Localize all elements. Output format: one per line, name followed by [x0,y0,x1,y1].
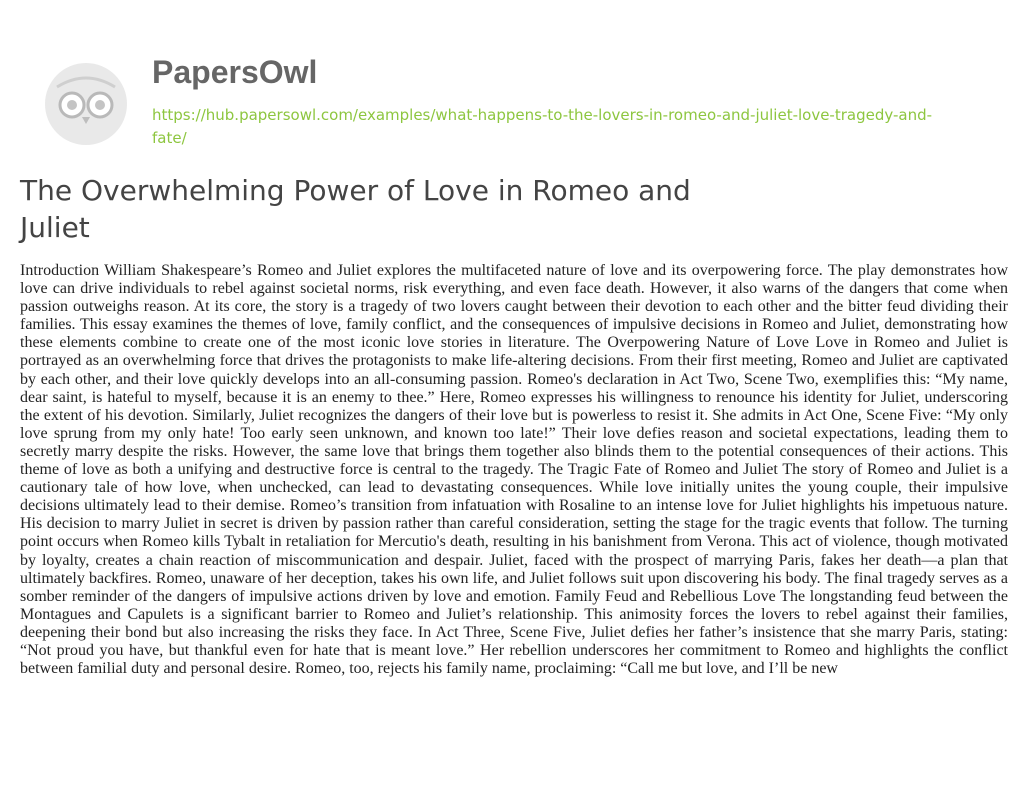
essay-body: Introduction William Shakespeare’s Romeo and Juliet explores the multifaceted nature of love and its overpowering force. The play demonstrates how love can drive individuals to rebel against societal norms, risk everything, and even face death. However, it also warns of the dangers that come when passion outweighs reason. At its core, the story is a tragedy of two lovers caught between their devotion to each other and the bitter feud dividing their families. This essay examines the themes of love, family conflict, and the consequences of impulsive decisions in Romeo and Juliet, demonstrating how these elements combine to create one of the most iconic love stories in literature. The Overpowering Nature of Love Love in Romeo and Juliet is portrayed as an overwhelming force that drives the protagonists to make life-altering decisions. From their first meeting, Romeo and Juliet are captivated by each other, and their love quickly develops into an all-consuming passion. Romeo's declaration in Act Two, Scene Two, exemplifies this: “My name, dear saint, is hateful to myself, because it is an enemy to thee.” Here, Romeo expresses his willingness to renounce his identity for Juliet, underscoring the extent of his devotion. Similarly, Juliet recognizes the dangers of their love but is powerless to resist it. She admits in Act One, Scene Five: “My only love sprung from my only hate! Too early seen unknown, and known too late!” Their love defies reason and societal expectations, leading them to secretly marry despite the risks. However, the same love that brings them together also blinds them to the potential consequences of their actions. This theme of love as both a unifying and destructive force is central to the tragedy. The Tragic Fate of Romeo and Juliet The story of Romeo and Juliet is a cautionary tale of how love, when unchecked, can lead to devastating consequences. While love initially unites the young couple, their impulsive decisions ultimately lead to their demise. Romeo’s transition from infatuation with Rosaline to an intense love for Juliet highlights his impetuous nature. His decision to marry Juliet in secret is driven by passion rather than careful consideration, setting the stage for the tragic events that follow. The turning point occurs when Romeo kills Tybalt in retaliation for Mercutio's death, resulting in his banishment from Verona. This act of violence, though motivated by loyalty, creates a chain reaction of miscommunication and despair. Juliet, faced with the prospect of marrying Paris, fakes her death—a plan that ultimately backfires. Romeo, unaware of her deception, takes his own life, and Juliet follows suit upon discovering his body. The final tragedy serves as a somber reminder of the dangers of impulsive actions driven by love and emotion. Family Feud and Rebellious Love The longstanding feud between the Montagues and Capulets is a significant barrier to Romeo and Juliet’s relationship. This animosity forces the lovers to rebel against their families, deepening their bond but also increasing the risks they face. In Act Three, Scene Five, Juliet defies her father’s insistence that she marry Paris, stating: “Not proud you have, but thankful even for hate that is meant love.” Her rebellion underscores her commitment to Romeo and highlights the conflict between familial duty and personal desire. Romeo, too, rejects his family name, proclaiming: “Call me but love, and I’ll be new [20,262,1008,678]
brand-name: PapersOwl [152,54,318,90]
source-url-link[interactable]: https://hub.papersowl.com/examples/what-happens-to-the-lovers-in-romeo-and-juliet-love-tragedy-and-fate/ [152,106,933,147]
page-title: The Overwhelming Power of Love in Romeo and Juliet [20,174,691,244]
owl-logo-icon [43,61,129,147]
